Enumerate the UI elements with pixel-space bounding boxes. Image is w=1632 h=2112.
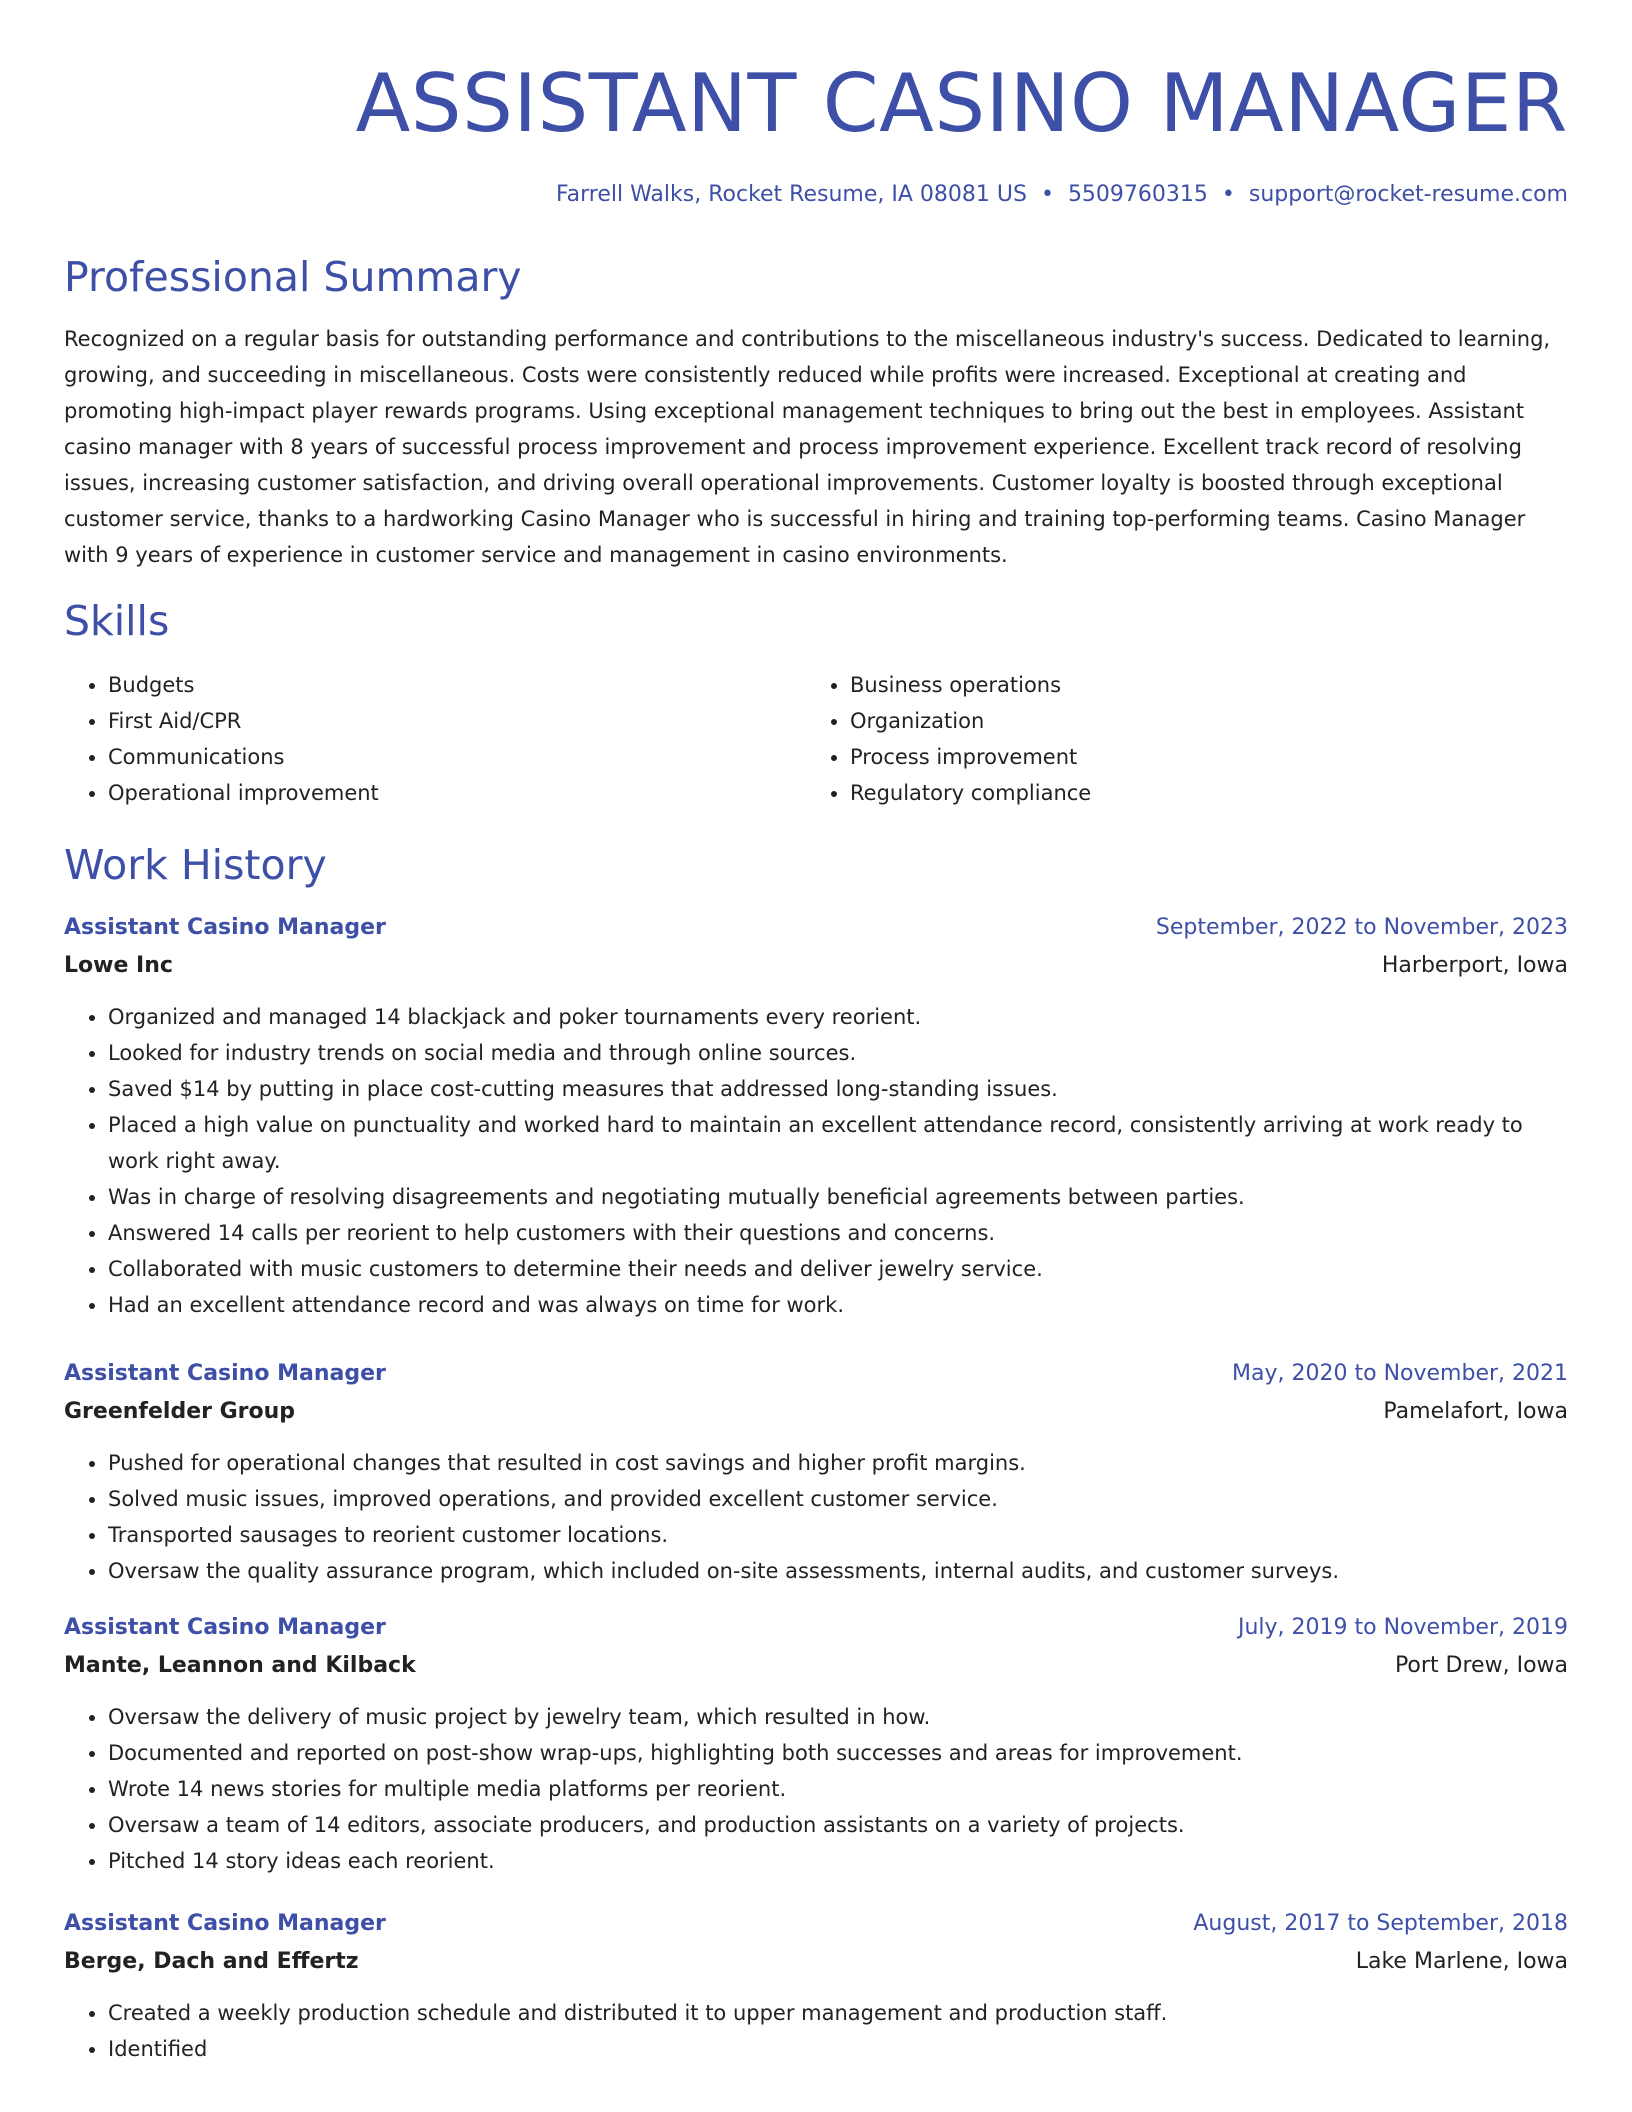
job-entry xyxy=(64,909,1568,1323)
skills-list xyxy=(64,667,1568,811)
job-company: Lowe Inc xyxy=(64,953,173,978)
job-entry xyxy=(64,1355,1568,1589)
job-location: Port Drew, Iowa xyxy=(1394,1653,1568,1678)
skills-column-right xyxy=(806,667,1548,811)
skill-item: • Communications xyxy=(108,739,806,775)
job-header xyxy=(64,1609,1568,1647)
job-bullet: • Wrote 14 news stories for multiple media platforms per reorient. xyxy=(108,1771,1568,1807)
job-bullet: • Pitched 14 story ideas each reorient. xyxy=(108,1843,1568,1879)
job-bullet: • Had an excellent attendance record and was always on time for work. xyxy=(108,1287,1568,1323)
job-header xyxy=(64,1355,1568,1393)
job-entry xyxy=(64,1609,1568,1879)
skill-item: • Business operations xyxy=(850,667,1548,703)
skills-heading: Skills xyxy=(64,597,170,645)
skill-item: • Process improvement xyxy=(850,739,1548,775)
job-title: Assistant Casino Manager xyxy=(64,1361,386,1386)
contact-separator: • xyxy=(1221,182,1235,207)
job-bullet: • Identified xyxy=(108,2031,1568,2067)
job-location: Lake Marlene, Iowa xyxy=(1355,1949,1568,1974)
contact-email[interactable]: support@rocket-resume.com xyxy=(1248,182,1568,207)
job-bullet: • Transported sausages to reorient customer locations. xyxy=(108,1517,1568,1553)
job-header xyxy=(64,909,1568,947)
job-company: Berge, Dach and Effertz xyxy=(64,1949,359,1974)
job-dates: September, 2022 to November, 2023 xyxy=(1155,915,1568,940)
job-dates: July, 2019 to November, 2019 xyxy=(1237,1615,1568,1640)
job-company: Greenfelder Group xyxy=(64,1399,296,1424)
job-bullet: • Collaborated with music customers to determine their needs and deliver jewelry service. xyxy=(108,1251,1568,1287)
job-bullets xyxy=(64,1699,1568,1879)
job-company: Mante, Leannon and Kilback xyxy=(64,1653,416,1678)
job-bullet: • Placed a high value on punctuality and worked hard to maintain an excellent attendance record, consistently arriving at work ready to work right away. xyxy=(108,1107,1568,1179)
job-bullet: • Looked for industry trends on social media and through online sources. xyxy=(108,1035,1568,1071)
job-subheader xyxy=(64,947,1568,985)
skill-item: • First Aid/CPR xyxy=(108,703,806,739)
job-bullet: • Pushed for operational changes that resulted in cost savings and higher profit margins. xyxy=(108,1445,1568,1481)
resume-title: ASSISTANT CASINO MANAGER xyxy=(355,57,1568,150)
job-bullet: • Saved $14 by putting in place cost-cutting measures that addressed long-standing issues. xyxy=(108,1071,1568,1107)
summary-heading: Professional Summary xyxy=(64,253,522,301)
job-subheader xyxy=(64,1943,1568,1981)
job-bullet: • Organized and managed 14 blackjack and poker tournaments every reorient. xyxy=(108,999,1568,1035)
job-bullet: • Oversaw the delivery of music project by jewelry team, which resulted in how. xyxy=(108,1699,1568,1735)
job-entry xyxy=(64,1905,1568,2067)
skill-item: • Operational improvement xyxy=(108,775,806,811)
job-bullet: • Solved music issues, improved operations, and provided excellent customer service. xyxy=(108,1481,1568,1517)
job-location: Harberport, Iowa xyxy=(1381,953,1568,978)
summary-text: Recognized on a regular basis for outstanding performance and contributions to the miscellaneous industry's success. Dedicated to learning, growing, and succeeding in miscellaneous. Costs were consistently reduced while profits were increased. Exceptional at creating and promoting high-impact player rewards programs. Using exceptional management techniques to bring out the best in employees. Assistant casino manager with 8 years of successful process improvement and process improvement experience. Excellent track record of resolving issues, increasing customer satisfaction, and driving overall operational improvements. Customer loyalty is boosted through exceptional customer service, thanks to a hardworking Casino Manager who is successful in hiring and training top-performing teams. Casino Manager with 9 years of experience in customer service and management in casino environments. xyxy=(64,327,1551,567)
work-history-heading: Work History xyxy=(64,841,327,889)
job-location: Pamelafort, Iowa xyxy=(1383,1399,1568,1424)
job-bullet: • Documented and reported on post-show wrap-ups, highlighting both successes and areas for improvement. xyxy=(108,1735,1568,1771)
job-bullet: • Answered 14 calls per reorient to help customers with their questions and concerns. xyxy=(108,1215,1568,1251)
job-bullets xyxy=(64,1995,1568,2067)
job-bullet: • Was in charge of resolving disagreements and negotiating mutually beneficial agreements between parties. xyxy=(108,1179,1568,1215)
job-header xyxy=(64,1905,1568,1943)
job-title: Assistant Casino Manager xyxy=(64,1911,386,1936)
contact-phone[interactable]: 5509760315 xyxy=(1067,182,1208,207)
skill-item: • Regulatory compliance xyxy=(850,775,1548,811)
job-bullet: • Oversaw the quality assurance program, which included on-site assessments, internal audits, and customer surveys. xyxy=(108,1553,1568,1589)
contact-line xyxy=(64,182,1568,207)
skills-column-left xyxy=(64,667,806,811)
contact-address: Farrell Walks, Rocket Resume, IA 08081 US xyxy=(556,182,1027,207)
skill-item: • Budgets xyxy=(108,667,806,703)
job-title: Assistant Casino Manager xyxy=(64,1615,386,1640)
job-bullets xyxy=(64,999,1568,1323)
job-subheader xyxy=(64,1647,1568,1685)
job-dates: August, 2017 to September, 2018 xyxy=(1193,1911,1568,1936)
job-bullet: • Oversaw a team of 14 editors, associate producers, and production assistants on a variety of projects. xyxy=(108,1807,1568,1843)
job-subheader xyxy=(64,1393,1568,1431)
skill-item: • Organization xyxy=(850,703,1548,739)
job-title: Assistant Casino Manager xyxy=(64,915,386,940)
contact-separator: • xyxy=(1040,182,1054,207)
job-dates: May, 2020 to November, 2021 xyxy=(1232,1361,1568,1386)
job-bullets xyxy=(64,1445,1568,1589)
job-bullet: • Created a weekly production schedule and distributed it to upper management and production staff. xyxy=(108,1995,1568,2031)
